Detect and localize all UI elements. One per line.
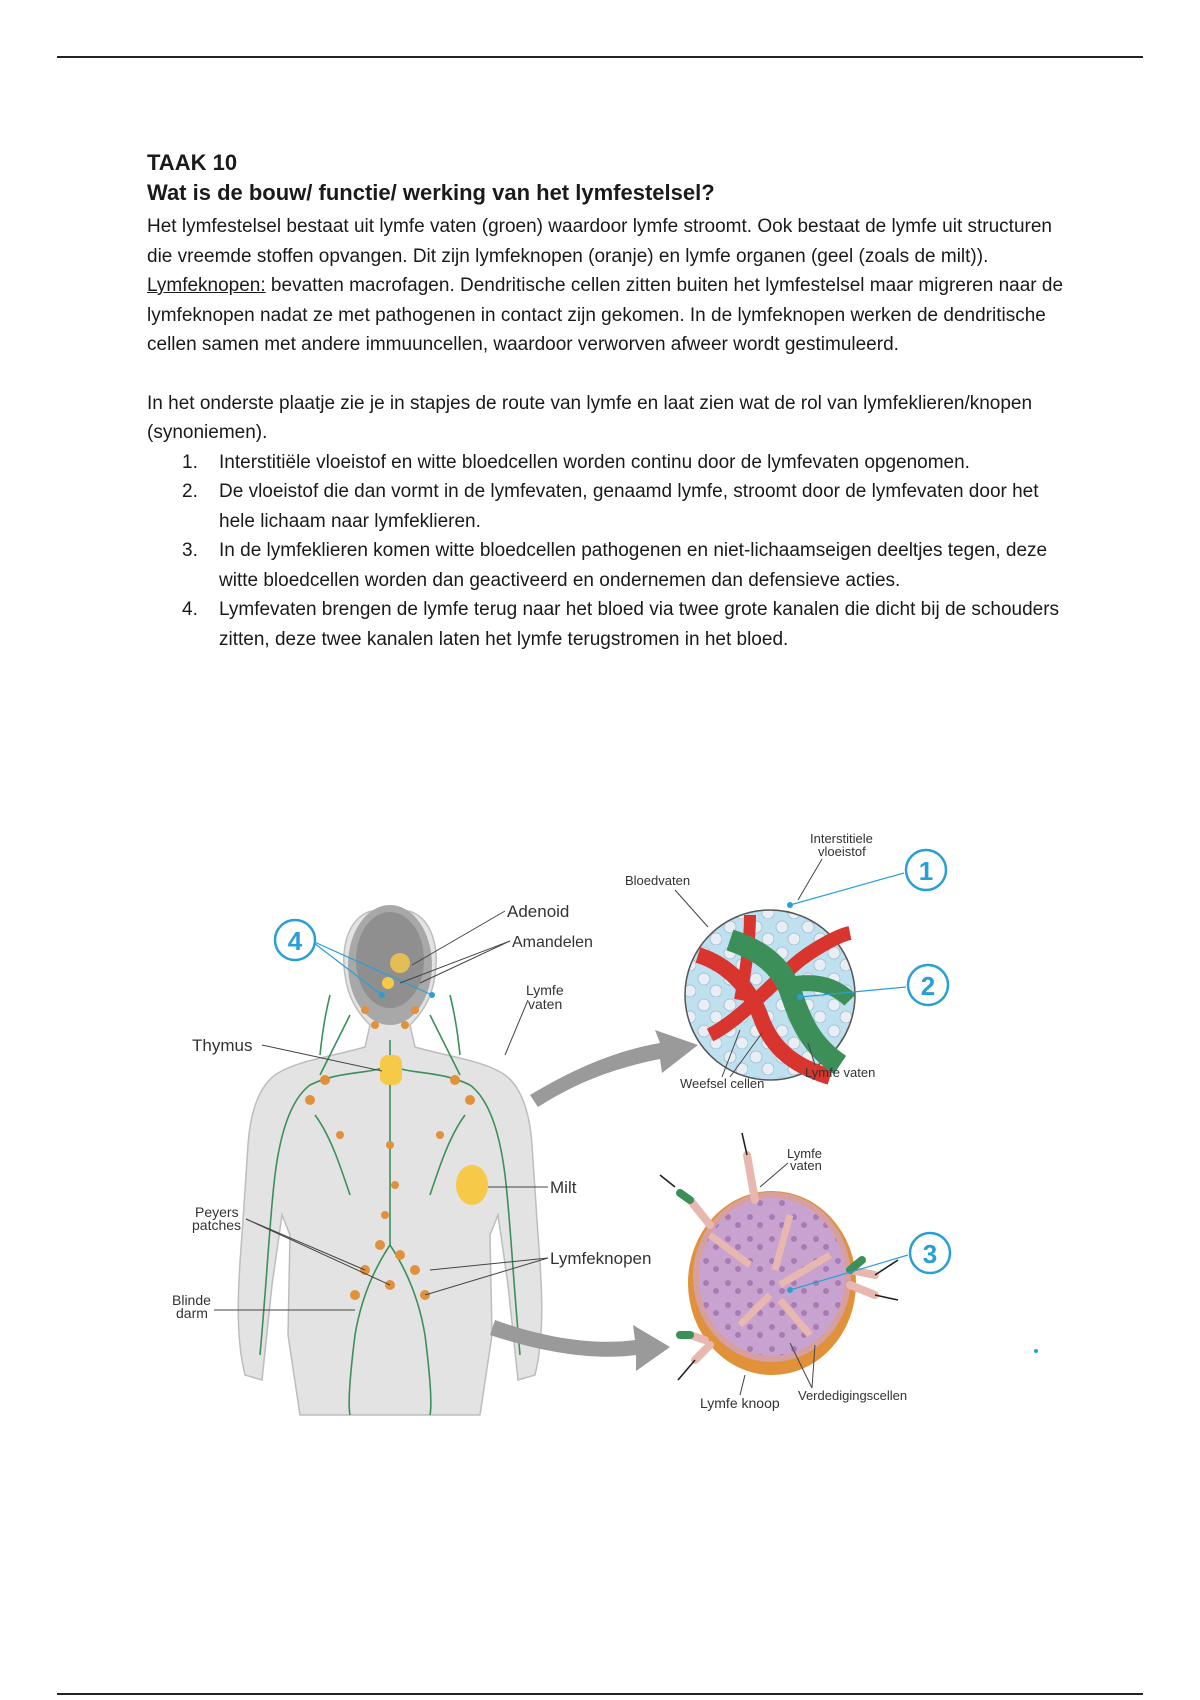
label-weefsel-cellen: Weefsel cellen — [680, 1076, 765, 1091]
label-blinde-2: darm — [176, 1305, 208, 1321]
marker-number: 2 — [920, 971, 936, 1001]
step-text: Interstitiële vloeistof en witte bloedcellen worden continu door de lymfevaten opgenomen. — [219, 451, 970, 473]
step-number: 2. — [182, 481, 198, 502]
label-thymus: Thymus — [192, 1036, 253, 1055]
marker-number: 3 — [922, 1239, 938, 1269]
label-lymfe-vaten-body-1: Lymfe — [526, 982, 564, 998]
question-heading: Wat is de bouw/ functie/ werking van het lymfestelsel? — [147, 180, 715, 205]
adenoid-organ — [390, 953, 410, 973]
route-intro-paragraph: In het onderste plaatje zie je in stapjes de route van lymfe en laat zien wat de rol van lymfeklieren/knopen (synoniemen). — [147, 392, 1033, 443]
label-blinde-1: Blinde — [172, 1292, 211, 1308]
label-milt: Milt — [550, 1178, 577, 1197]
step-number: 1. — [182, 451, 198, 473]
label-amandelen: Amandelen — [512, 934, 593, 951]
thymus-organ — [380, 1055, 402, 1085]
label-lymfe-vaten-node-2: vaten — [790, 1158, 822, 1173]
label-interstitiele-1: Interstitiele — [810, 831, 873, 846]
label-peyers-1: Peyers — [195, 1204, 239, 1220]
top-rule — [57, 56, 1143, 58]
label-peyers-2: patches — [192, 1217, 242, 1233]
step-number: 3. — [182, 540, 198, 561]
label-verdedigingscellen: Verdedigingscellen — [798, 1388, 908, 1403]
lymph-node-closeup — [660, 1133, 898, 1380]
bottom-rule — [57, 1693, 1143, 1695]
label-lymfe-vaten-body-2: vaten — [528, 996, 563, 1012]
marker-number: 4 — [287, 926, 303, 956]
arrow-to-tissue — [530, 1030, 698, 1107]
lymph-nodes-text: bevatten macrofagen. Dendritische cellen zitten buiten het lymfestelsel maar migreren naar de lymfeknopen nadat ze met pathogenen in contact zijn gekomen. In de lymfeknopen werken de dendritische cellen samen met andere immuuncellen, waardoor verworven afweer wordt gestimuleerd. — [147, 275, 1064, 355]
label-interstitiele-2: vloeistof — [818, 844, 866, 859]
list-item — [147, 595, 1067, 654]
label-lymfe-vaten-circle: Lymfe vaten — [805, 1065, 876, 1080]
step-text: De vloeistof die dan vormt in de lymfevaten, genaamd lymfe, stroomt door de lymfevaten door het hele lichaam naar lymfeklieren. — [219, 481, 1039, 532]
document-body — [147, 148, 1067, 654]
list-item — [147, 536, 1067, 595]
intro-paragraph: Het lymfestelsel bestaat uit lymfe vaten (groen) waardoor lymfe stroomt. Ook bestaat de lymfe uit structuren die vreemde stoffen opvangen. Dit zijn lymfeknopen (oranje) en lymfe organen (geel (zoals de milt)). — [147, 216, 1052, 267]
list-item — [147, 448, 1067, 478]
label-adenoid: Adenoid — [507, 902, 570, 921]
stray-dot — [1034, 1349, 1038, 1353]
label-lymfe-knoop: Lymfe knoop — [700, 1395, 780, 1411]
body-illustration — [238, 905, 542, 1415]
tonsils-organ — [382, 977, 394, 989]
steps-list — [147, 448, 1067, 655]
step-number: 4. — [182, 599, 198, 620]
marker-number: 1 — [918, 856, 934, 886]
tissue-closeup — [685, 910, 855, 1080]
step-text: Lymfevaten brengen de lymfe terug naar het bloed via twee grote kanalen die dicht bij de schouders zitten, deze twee kanalen laten het lymfe terugstromen in het bloed. — [219, 599, 1060, 650]
lymphatic-system-figure — [150, 815, 1060, 1505]
step-text: In de lymfeklieren komen witte bloedcellen pathogenen en niet-lichaamseigen deeltjes tegen, deze witte bloedcellen worden dan geactiveerd en ondernemen dan defensieve acties. — [219, 540, 1048, 591]
face — [356, 912, 424, 1008]
label-lymfe-vaten-node-1: Lymfe — [787, 1146, 822, 1161]
figure-svg — [150, 815, 1060, 1505]
lymph-nodes-term: Lymfeknopen: — [147, 275, 266, 296]
label-lymfeknopen: Lymfeknopen — [550, 1249, 652, 1268]
lymph-nodes-paragraph — [147, 271, 1067, 360]
label-bloedvaten: Bloedvaten — [625, 873, 691, 888]
list-item — [147, 477, 1067, 536]
spleen-organ — [456, 1165, 488, 1205]
task-title: TAAK 10 — [147, 150, 238, 175]
